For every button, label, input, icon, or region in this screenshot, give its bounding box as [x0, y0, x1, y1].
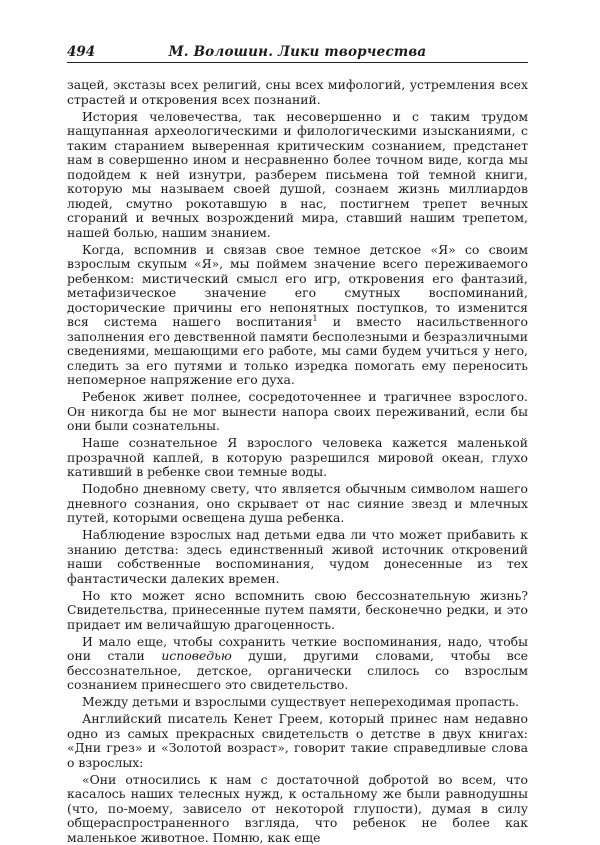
paragraph-text: Ребенок живет полнее, сосредоточеннее и трагичнее взрослого. Он никогда бы не мог вынести напора своих переживаний, если бы они были сознательны. — [67, 389, 528, 433]
paragraph-text: и вместо насильственного заполнения его девственной памяти бесполезными и безразличными сведениями, мешающими его работе, мы сами будем учиться у него, следить за его путями и только изредка помогать ему переносить непомерное напряжение его духа. — [67, 314, 528, 387]
paragraph — [67, 482, 528, 526]
paragraph — [67, 436, 528, 480]
paragraph — [67, 110, 528, 241]
paragraph-text: Но кто может ясно вспомнить свою бессознательную жизнь? Свидетельства, принесенные путем памяти, бесконечно редки, и это придает им величайшую драгоценность. — [67, 588, 528, 632]
paragraph — [67, 773, 528, 845]
page-header — [67, 42, 528, 63]
paragraph-text: души, другими словами, чтобы все бессознательное, детское, органически слилось со взрослым сознанием принесшего это свидетельство. — [67, 648, 528, 692]
paragraph-text: Подобно дневному свету, что является обычным символом нашего дневного сознания, оно скрывает от нас сияние звезд и млечных путей, которыми освещена душа ребенка. — [67, 481, 528, 525]
paragraph-text: История человечества, так несовершенно и с таким трудом нащупанная археологическими и филологическими изысканиями, с таким старанием выверенная критическим сознанием, предстанет нам в совершенно ином и несравненно более точном виде, когда мы подойдем к ней изнутри, разберем письмена той темной книги, которую мы называем своей душой, сознаем жизнь миллиардов людей, смутно рокотавшую в нас, постигнем трепет вечных сгораний и вечных возрождений мира, ставший нашим трепетом, нашей болью, нашим знанием. — [67, 109, 528, 240]
running-title: М. Волошин. Лики творчества — [67, 44, 528, 60]
paragraph-text: зацей, экстазы всех религий, сны всех мифологий, устремления всех страстей и откровения всех познаний. — [67, 77, 528, 107]
paragraph — [67, 695, 528, 710]
paragraph-text: Когда, вспомнив и связав свое темное детское «Я» со своим взрослым скупым «Я», мы поймем значение всего переживаемого ребенком: мистический смысл его игр, откровения его фантазий, метафизическое значение его смутных воспоминаний, досторические причины его непонятных поступков, то изменится вся система нашего воспитания — [67, 242, 528, 330]
paragraph-text: «Они относились к нам с достаточной добротой во всем, что касалось наших телесных нужд, к остальному же были равнодушны (что, по-моему, зависело от некоторой глупости), думая в силу общераспространенного взгляда, что ребенок не более как маленькое животное. Помню, как еще — [67, 772, 528, 845]
page-number: 494 — [67, 44, 95, 60]
italic-emphasis: исповедью — [161, 648, 231, 663]
paragraph — [67, 390, 528, 434]
paragraph — [67, 712, 528, 770]
paragraph-text: Наше сознательное Я взрослого человека кажется маленькой прозрачной каплей, в которую разрешился мировой океан, глухо кативший в ребенке свои темные воды. — [67, 435, 528, 479]
paragraph-text: Английский писатель Кенет Греем, который принес нам недавно одно из самых прекрасных свидетельств о детстве в двух книгах: «Дни грез» и «Золотой возраст», говорит такие справедливые слова о взрослых: — [67, 711, 528, 770]
paragraph-text: Между детьми и взрослыми существует непереходимая пропасть. — [82, 694, 519, 709]
paragraph-text: И мало еще, чтобы сохранить четкие воспоминания, надо, чтобы они стали — [67, 634, 528, 664]
paragraph — [67, 243, 528, 388]
paragraph — [67, 635, 528, 693]
paragraph — [67, 528, 528, 586]
footnote-marker: 1 — [312, 314, 317, 323]
paragraph-text: Наблюдение взрослых над детьми едва ли что может прибавить к знанию детства: здесь единственный живой источник откровений наши собственные воспоминания, чудом донесенные из тех фантастически далеких времен. — [67, 527, 528, 586]
body-text — [67, 78, 528, 845]
paragraph-continuation — [67, 78, 528, 107]
paragraph — [67, 589, 528, 633]
